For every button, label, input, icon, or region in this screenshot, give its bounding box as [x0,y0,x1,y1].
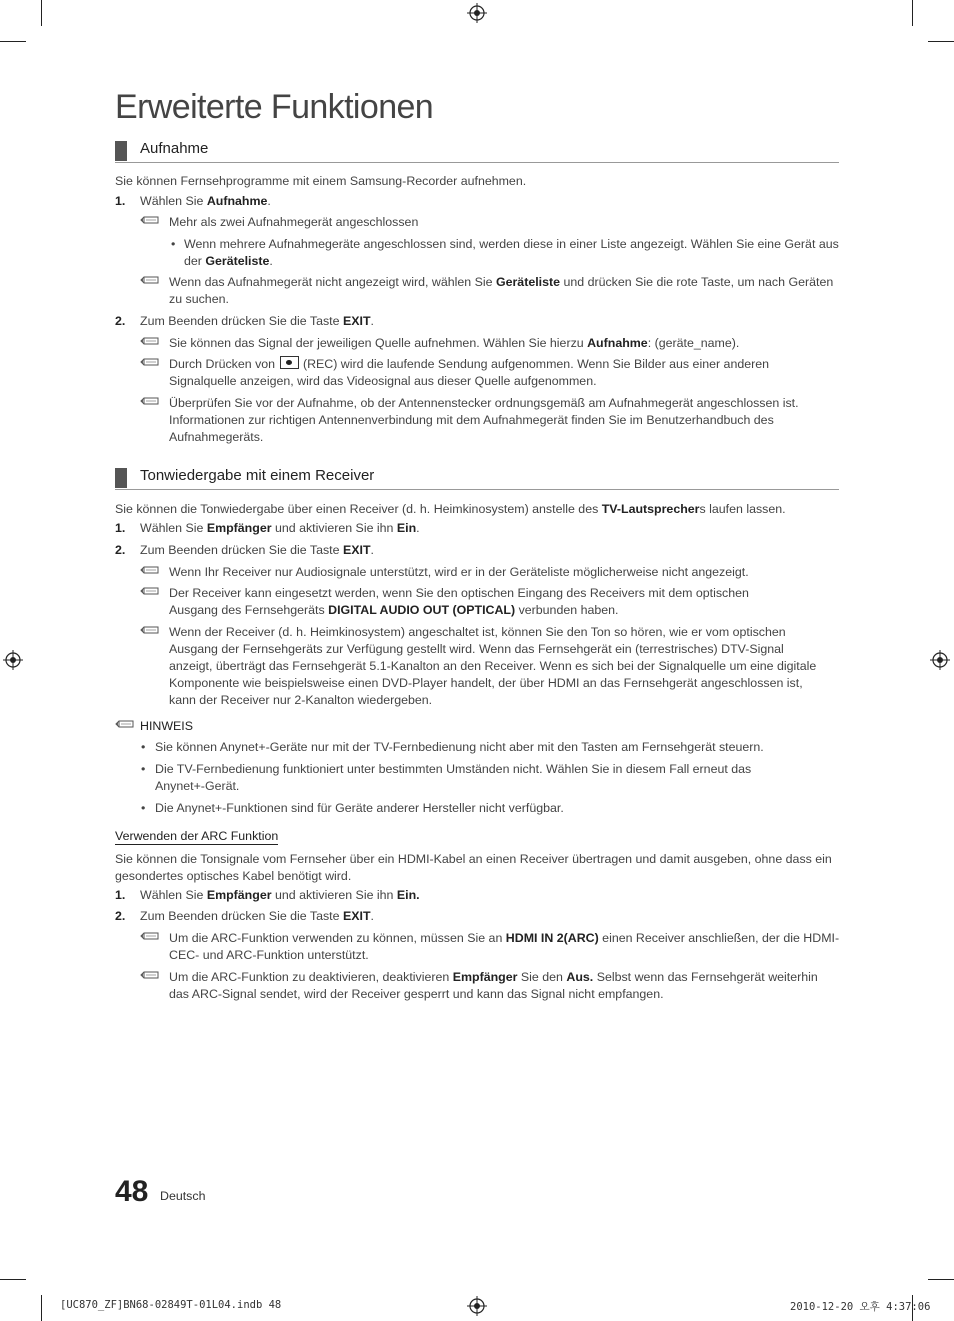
section-heading-text: Tonwiedergabe mit einem Receiver [140,467,375,484]
note-pencil-icon [140,623,160,635]
note-pencil-icon [140,563,160,575]
step-text: Wählen Sie Empfänger und aktivieren Sie ihn Ein. [140,888,420,902]
note-pencil-icon [115,717,135,729]
bullet-dot: • [171,237,176,251]
step-number: 1. [115,194,126,208]
section-bar [115,141,127,161]
note-text: Durch Drücken von (REC) wird die laufende Sendung aufgenommen. Wenn Sie Bilder aus einer anderen Signalquelle anzeigen, wird das Videosignal aus dieser Quelle aufgenommen. [169,357,770,388]
crop-mark [0,1279,26,1280]
page-title: Erweiterte Funktionen [115,88,434,126]
note-text: Wenn das Aufnahmegerät nicht angezeigt wird, wählen Sie Geräteliste und drücken Sie die rote Taste, um nach Geräten zu suchen. [169,275,834,306]
note-pencil-icon [140,584,160,596]
section-heading-receiver [115,467,839,490]
hinweis-label: HINWEIS [140,719,194,733]
note-pencil-icon [140,355,160,367]
note-pencil-icon [140,968,160,980]
note-pencil-icon [140,929,160,941]
note-pencil-icon [140,273,160,285]
step-number: 2. [115,543,126,557]
step-number: 2. [115,909,126,923]
crop-mark [912,0,913,26]
registration-mark-icon [3,650,23,670]
bullet-text: Sie können Anynet+-Geräte nur mit der TV-Fernbedienung nicht aber mit den Tasten am Fernsehgerät steuern. [155,740,764,754]
note-pencil-icon [140,334,160,346]
note-text: Der Receiver kann eingesetzt werden, wenn Sie den optischen Eingang des Receivers mit dem optischen Ausgang des Fernsehgeräts DIGITAL AUDIO OUT (OPTICAL) verbunden haben. [169,586,749,617]
bullet-dot: • [141,740,146,754]
step-number: 1. [115,521,126,535]
crop-mark [0,41,26,42]
step-text: Zum Beenden drücken Sie die Taste EXIT. [140,909,374,923]
crop-mark [928,1279,954,1280]
bullet-dot: • [141,762,146,776]
registration-mark-icon [467,1296,487,1316]
page-language: Deutsch [160,1189,206,1203]
footer-date: 2010-12-20 오후 4:37:06 [790,1301,931,1313]
note-pencil-icon [140,394,160,406]
bullet-text: Die Anynet+-Funktionen sind für Geräte anderer Hersteller nicht verfügbar. [155,801,564,815]
footer-file-info: [UC870_ZF]BN68-02849T-01L04.indb 48 [60,1299,282,1311]
subsection-heading-arc: Verwenden der ARC Funktion [115,829,279,843]
intro-text: Sie können die Tonsignale vom Fernseher über ein HDMI-Kabel an einen Receiver übertragen und damit ausgeben, ohne dass ein gesondertes optisches Kabel benötigt wird. [115,852,832,883]
section-heading-aufnahme [115,140,839,163]
section-bar [115,468,127,488]
note-text: Sie können das Signal der jeweiligen Quelle aufnehmen. Wählen Sie hierzu Aufnahme: (geräte_name). [169,336,740,350]
step-text: Zum Beenden drücken Sie die Taste EXIT. [140,314,374,328]
registration-mark-icon [467,3,487,23]
note-text: Überprüfen Sie vor der Aufnahme, ob der Antennenstecker ordnungsgemäß am Aufnahmegerät angeschlossen ist. Informationen zur richtigen Antennenverbindung mit dem Aufnahmegerät finden Sie im Benutzerhandbuch des Aufnahmegeräts. [169,396,799,444]
step-text: Wählen Sie Aufnahme. [140,194,271,208]
note-pencil-icon [140,213,160,225]
note-text: Wenn Ihr Receiver nur Audiosignale unterstützt, wird er in der Geräteliste möglicherweise nicht angezeigt. [169,565,749,579]
intro-text: Sie können die Tonwiedergabe über einen Receiver (d. h. Heimkinosystem) anstelle des TV-Lautsprechers laufen lassen. [115,502,786,516]
bullet-dot: • [141,801,146,815]
step-number: 1. [115,888,126,902]
note-text: Um die ARC-Funktion zu deaktivieren, deaktivieren Empfänger Sie den Aus. Selbst wenn das Fernsehgerät weiterhin das ARC-Signal sendet, wird der Receiver gesperrt und kann das Signal nicht empfangen. [169,970,818,1001]
record-button-icon [280,356,299,369]
bullet-text: Wenn mehrere Aufnahmegeräte angeschlossen sind, werden diese in einer Liste angezeigt. Wählen Sie eine Gerät aus der Geräteliste. [184,237,839,268]
note-text: Wenn der Receiver (d. h. Heimkinosystem) angeschaltet ist, können Sie den Ton so hören, wie er vom optischen Ausgang der Fernsehgeräts zur Verfügung gestellt wird. Wenn das Fernsehgerät ein (terrestrisches) DTV-Signal anzeigt, überträgt das Fernsehgerät 5.1-Kanalton an den Receiver. Wenn es sich bei der Signalquelle um eine digitale Komponente wie beispielsweise einen DVD-Player handelt, der über HDMI an das Fernsehgerät angeschlossen ist, kann der Receiver nur 2-Kanalton wiedergeben. [169,625,817,707]
crop-mark [928,41,954,42]
step-text: Wählen Sie Empfänger und aktivieren Sie ihn Ein. [140,521,420,535]
step-number: 2. [115,314,126,328]
intro-text: Sie können Fernsehprogramme mit einem Samsung-Recorder aufnehmen. [115,174,527,188]
page-number: 48 [115,1175,149,1208]
note-text: Mehr als zwei Aufnahmegerät angeschlossen [169,215,419,229]
section-heading-text: Aufnahme [140,140,209,157]
crop-mark [41,0,42,26]
crop-mark [41,1295,42,1321]
step-text: Zum Beenden drücken Sie die Taste EXIT. [140,543,374,557]
registration-mark-icon [930,650,950,670]
bullet-text: Die TV-Fernbedienung funktioniert unter bestimmten Umständen nicht. Wählen Sie in diesem Fall erneut das Anynet+-Gerät. [155,762,752,793]
note-text: Um die ARC-Funktion verwenden zu können, müssen Sie an HDMI IN 2(ARC) einen Receiver anschließen, der die HDMI-CEC- und ARC-Funktion unterstützt. [169,931,840,962]
